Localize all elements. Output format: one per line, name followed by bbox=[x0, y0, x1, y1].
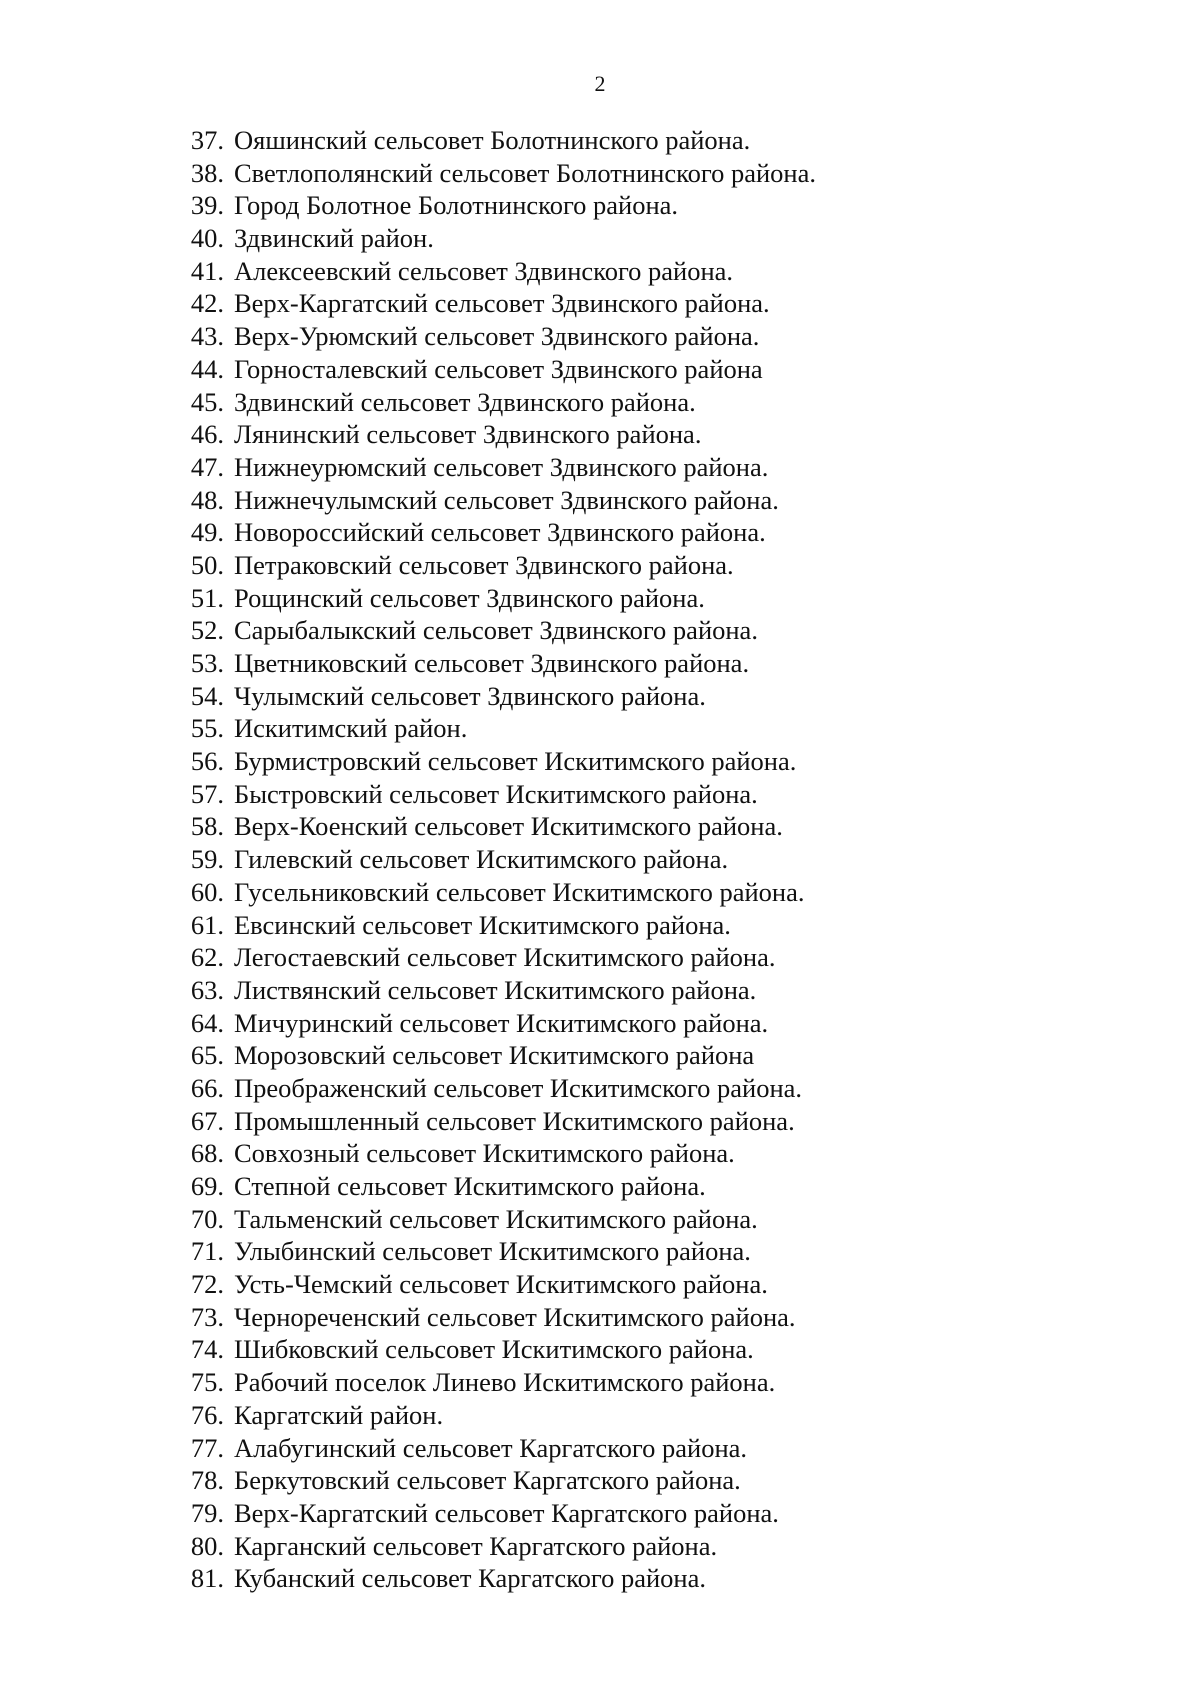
list-item-text: Степной сельсовет Искитимского района. bbox=[234, 1171, 706, 1201]
list-item bbox=[174, 1007, 1154, 1040]
list-item-number: 74. bbox=[190, 1334, 224, 1365]
list-item-text: Евсинский сельсовет Искитимского района. bbox=[234, 909, 731, 940]
list-item bbox=[174, 353, 1154, 386]
list-item bbox=[174, 255, 1154, 288]
list-item-number: 43. bbox=[190, 321, 224, 352]
list-item-text: Преображенский сельсовет Искитимского района. bbox=[234, 1072, 803, 1103]
list-item-text: Лянинский сельсовет Здвинского района. bbox=[234, 419, 702, 450]
list-item bbox=[174, 386, 1154, 419]
numbered-list bbox=[174, 124, 1154, 1595]
list-item bbox=[174, 843, 1154, 876]
list-item-number: 64. bbox=[190, 1007, 224, 1038]
list-item-text: Здвинский сельсовет Здвинского района. bbox=[234, 386, 696, 417]
list-item-text: Сарыбалыкский сельсовет Здвинского района. bbox=[234, 615, 758, 646]
list-item-number: 39. bbox=[190, 190, 224, 221]
list-item bbox=[174, 778, 1154, 811]
list-item-number: 68. bbox=[190, 1138, 224, 1169]
list-item bbox=[174, 1137, 1154, 1170]
list-item-number: 49. bbox=[190, 517, 224, 548]
list-item bbox=[174, 1072, 1154, 1105]
list-item-number: 53. bbox=[190, 648, 224, 678]
list-item-number: 51. bbox=[190, 582, 224, 613]
list-item-text: Чернореченский сельсовет Искитимского района. bbox=[234, 1301, 796, 1332]
list-item bbox=[174, 680, 1154, 713]
list-item-number: 44. bbox=[190, 353, 224, 384]
list-item-number: 56. bbox=[190, 746, 224, 777]
list-item bbox=[174, 810, 1154, 843]
list-item bbox=[174, 909, 1154, 942]
list-item-number: 69. bbox=[190, 1171, 224, 1201]
list-item-text: Петраковский сельсовет Здвинского района. bbox=[234, 549, 734, 580]
list-item-text: Рощинский сельсовет Здвинского района. bbox=[234, 582, 705, 613]
list-item-number: 72. bbox=[190, 1269, 224, 1300]
list-item bbox=[174, 1203, 1154, 1236]
list-item bbox=[174, 549, 1154, 582]
list-item-number: 40. bbox=[190, 223, 224, 254]
list-item bbox=[174, 974, 1154, 1007]
list-item-number: 77. bbox=[190, 1432, 224, 1463]
list-item bbox=[174, 1464, 1154, 1497]
list-item bbox=[174, 418, 1154, 451]
list-item-number: 50. bbox=[190, 549, 224, 580]
list-item-text: Карганский сельсовет Каргатского района. bbox=[234, 1530, 718, 1561]
list-item-text: Ояшинский сельсовет Болотнинского района. bbox=[234, 125, 751, 155]
list-item-number: 79. bbox=[190, 1497, 224, 1528]
list-item-number: 81. bbox=[190, 1563, 224, 1594]
list-item-text: Промышленный сельсовет Искитимского района. bbox=[234, 1105, 795, 1136]
list-item-number: 42. bbox=[190, 288, 224, 319]
list-item-text: Кубанский сельсовет Каргатского района. bbox=[234, 1563, 706, 1594]
list-item bbox=[174, 614, 1154, 647]
list-item-number: 65. bbox=[190, 1040, 224, 1071]
list-item-number: 80. bbox=[190, 1530, 224, 1561]
list-item-number: 46. bbox=[190, 419, 224, 450]
list-item bbox=[174, 1399, 1154, 1432]
list-item bbox=[174, 1432, 1154, 1465]
list-item bbox=[174, 1235, 1154, 1268]
list-item-text: Легостаевский сельсовет Искитимского района. bbox=[234, 942, 776, 973]
list-item-number: 67. bbox=[190, 1105, 224, 1136]
page-number: 2 bbox=[594, 71, 606, 96]
list-item-text: Шибковский сельсовет Искитимского района. bbox=[234, 1334, 754, 1365]
list-item-text: Город Болотное Болотнинского района. bbox=[234, 190, 679, 221]
list-item-number: 66. bbox=[190, 1072, 224, 1103]
list-item bbox=[174, 1039, 1154, 1072]
list-item-text: Алексеевский сельсовет Здвинского района. bbox=[234, 255, 734, 286]
list-item-text: Рабочий поселок Линево Искитимского района. bbox=[234, 1367, 776, 1398]
list-item bbox=[174, 1530, 1154, 1563]
list-item bbox=[174, 1170, 1154, 1203]
list-item bbox=[174, 647, 1154, 680]
list-item bbox=[174, 516, 1154, 549]
list-item-number: 60. bbox=[190, 876, 224, 907]
list-item-text: Здвинский район. bbox=[234, 223, 434, 254]
list-item-text: Улыбинский сельсовет Искитимского района. bbox=[234, 1236, 751, 1267]
list-item-text: Бурмистровский сельсовет Искитимского района. bbox=[234, 746, 797, 777]
list-item bbox=[174, 484, 1154, 517]
list-item-number: 70. bbox=[190, 1203, 224, 1234]
list-item-number: 48. bbox=[190, 484, 224, 515]
list-item-number: 55. bbox=[190, 713, 224, 744]
list-item-text: Гилевский сельсовет Искитимского района. bbox=[234, 844, 729, 875]
list-item-number: 63. bbox=[190, 974, 224, 1005]
list-item bbox=[174, 189, 1154, 222]
list-item bbox=[174, 876, 1154, 909]
list-item-number: 59. bbox=[190, 844, 224, 875]
list-item-text: Верх-Каргатский сельсовет Здвинского района. bbox=[234, 288, 770, 319]
list-item bbox=[174, 1497, 1154, 1530]
list-item-text: Листвянский сельсовет Искитимского района. bbox=[234, 974, 757, 1005]
list-item-text: Цветниковский сельсовет Здвинского района. bbox=[234, 648, 750, 678]
list-item bbox=[174, 1301, 1154, 1334]
list-item-number: 62. bbox=[190, 942, 224, 973]
list-item-number: 75. bbox=[190, 1367, 224, 1398]
list-item-text: Новороссийский сельсовет Здвинского района. bbox=[234, 517, 766, 548]
list-item bbox=[174, 157, 1154, 190]
list-item-text: Морозовский сельсовет Искитимского района bbox=[234, 1040, 755, 1071]
list-item bbox=[174, 582, 1154, 615]
list-item-text: Алабугинский сельсовет Каргатского района. bbox=[234, 1432, 748, 1463]
list-item-number: 57. bbox=[190, 778, 224, 809]
list-item-text: Светлополянский сельсовет Болотнинского района. bbox=[234, 157, 816, 188]
list-item-number: 45. bbox=[190, 386, 224, 417]
list-item bbox=[174, 1105, 1154, 1138]
list-item bbox=[174, 712, 1154, 745]
list-item bbox=[174, 941, 1154, 974]
list-item-number: 78. bbox=[190, 1465, 224, 1496]
list-item-text: Тальменский сельсовет Искитимского района. bbox=[234, 1203, 758, 1234]
list-item bbox=[174, 1333, 1154, 1366]
list-item-text: Усть-Чемский сельсовет Искитимского района. bbox=[234, 1269, 768, 1300]
list-item-number: 52. bbox=[190, 615, 224, 646]
list-item-number: 58. bbox=[190, 811, 224, 842]
list-item bbox=[174, 222, 1154, 255]
list-item-text: Нижнеурюмский сельсовет Здвинского района. bbox=[234, 451, 769, 482]
list-item-text: Верх-Урюмский сельсовет Здвинского района. bbox=[234, 321, 760, 352]
list-item bbox=[174, 451, 1154, 484]
list-item-text: Чулымский сельсовет Здвинского района. bbox=[234, 680, 706, 711]
list-item bbox=[174, 1366, 1154, 1399]
list-item-text: Быстровский сельсовет Искитимского района. bbox=[234, 778, 758, 809]
list-item-text: Горносталевский сельсовет Здвинского района bbox=[234, 353, 763, 384]
list-item-text: Беркутовский сельсовет Каргатского района. bbox=[234, 1465, 741, 1496]
list-item-number: 54. bbox=[190, 680, 224, 711]
list-item-text: Мичуринский сельсовет Искитимского района. bbox=[234, 1007, 769, 1038]
list-item-number: 41. bbox=[190, 255, 224, 286]
list-item-number: 73. bbox=[190, 1301, 224, 1332]
list-item-text: Гусельниковский сельсовет Искитимского района. bbox=[234, 876, 805, 907]
list-item-number: 37. bbox=[190, 125, 224, 155]
list-item bbox=[174, 124, 1154, 157]
list-item-text: Искитимский район. bbox=[234, 713, 468, 744]
list-item-text: Верх-Каргатский сельсовет Каргатского района. bbox=[234, 1497, 779, 1528]
list-item-number: 47. bbox=[190, 451, 224, 482]
list-item-number: 71. bbox=[190, 1236, 224, 1267]
list-item-number: 38. bbox=[190, 157, 224, 188]
list-item bbox=[174, 745, 1154, 778]
list-item-number: 76. bbox=[190, 1399, 224, 1430]
list-item-text: Нижнечулымский сельсовет Здвинского района. bbox=[234, 484, 779, 515]
list-item bbox=[174, 320, 1154, 353]
list-item-text: Совхозный сельсовет Искитимского района. bbox=[234, 1138, 735, 1169]
list-item-text: Каргатский район. bbox=[234, 1399, 444, 1430]
list-item bbox=[174, 1562, 1154, 1595]
list-item bbox=[174, 1268, 1154, 1301]
list-item-text: Верх-Коенский сельсовет Искитимского района. bbox=[234, 811, 783, 842]
list-item-number: 61. bbox=[190, 909, 224, 940]
list-item bbox=[174, 287, 1154, 320]
